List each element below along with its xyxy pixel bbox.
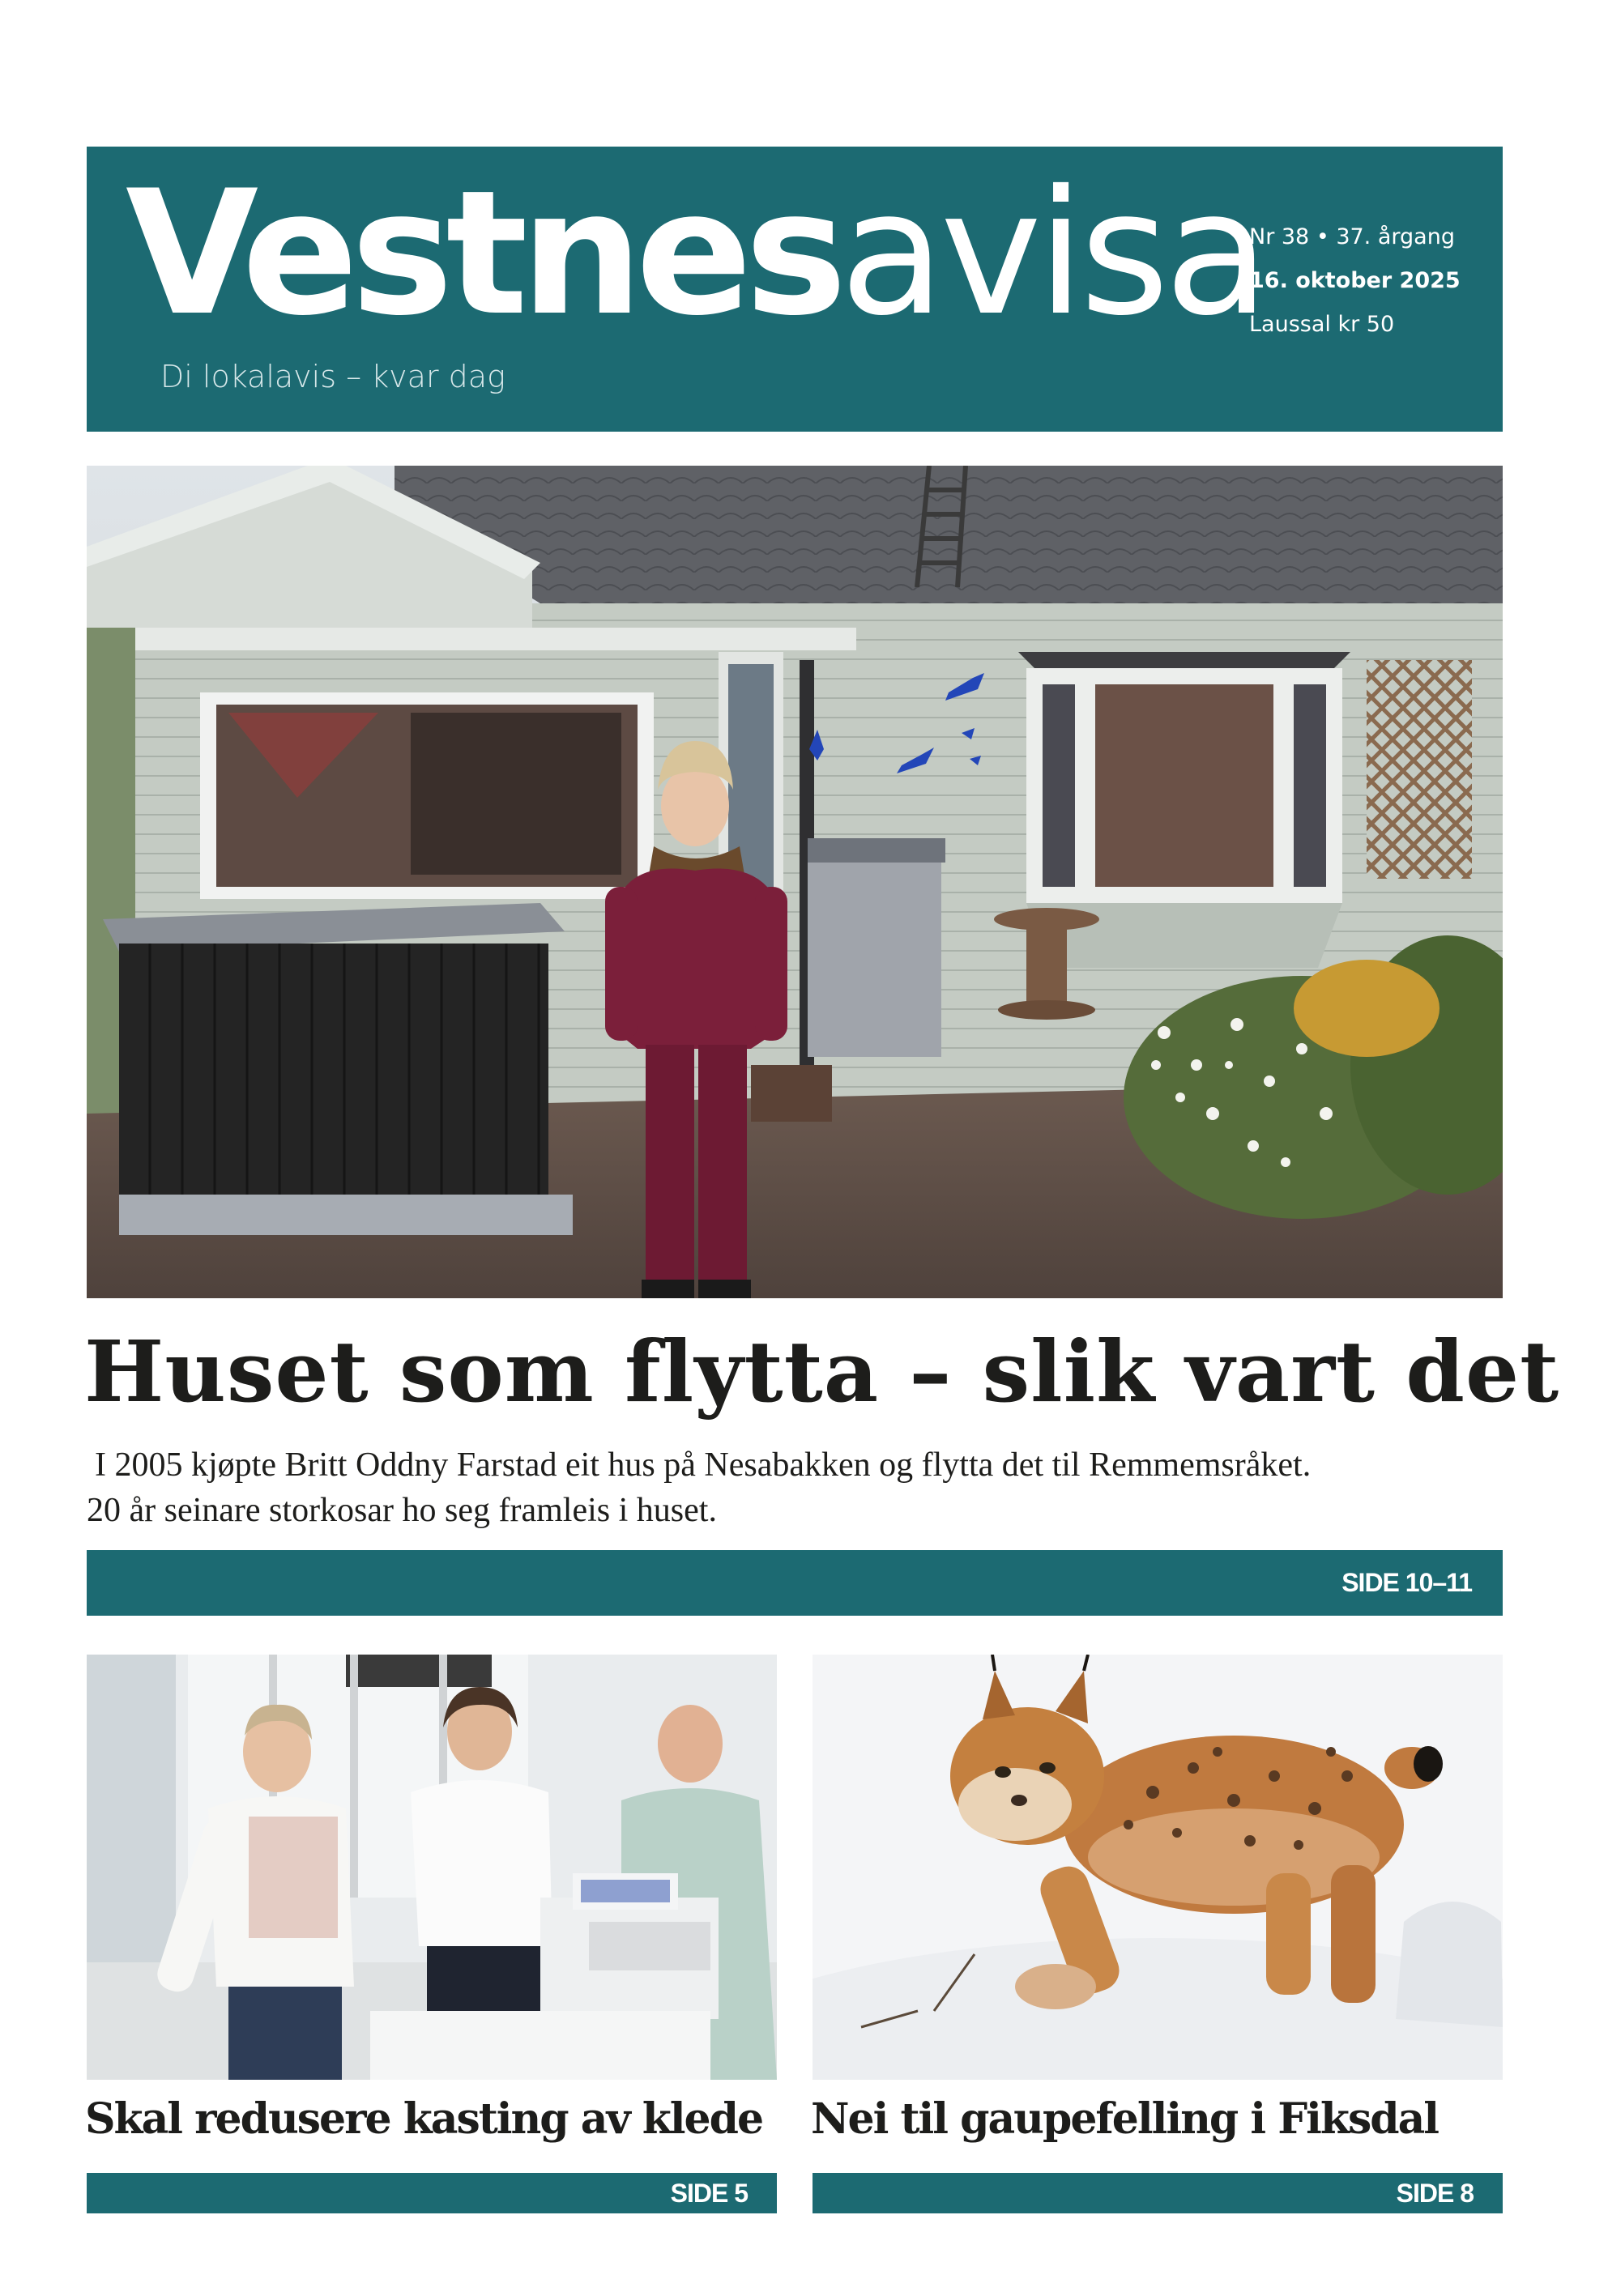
lynx-photo-illustration: [813, 1655, 1503, 2080]
main-story-page-link[interactable]: SIDE 10–11: [87, 1550, 1503, 1616]
newspaper-logo[interactable]: [126, 153, 1265, 353]
left-story-headline[interactable]: Skal redusere kasting av klede: [85, 2094, 763, 2144]
lede-line-2: 20 år seinare storkosar ho seg framleis i huset.: [87, 1492, 717, 1529]
right-story-photo[interactable]: [813, 1655, 1503, 2080]
right-story-page-link[interactable]: SIDE 8: [813, 2173, 1503, 2213]
tagline: Di lokalavis – kvar dag: [160, 359, 505, 394]
masthead: [87, 147, 1503, 432]
sewing-photo-illustration: [87, 1655, 777, 2080]
lede-line-1: I 2005 kjøpte Britt Oddny Farstad eit hus på Nesabakken og flytta det til Remmemsråket.: [95, 1446, 1312, 1484]
left-story-page-link[interactable]: SIDE 5: [87, 2173, 777, 2213]
logo-light-part: avisa: [839, 153, 1265, 353]
house-photo-illustration: [87, 466, 1503, 1298]
issue-date: 16. oktober 2025: [1249, 268, 1461, 293]
issue-number: Nr 38 • 37. årgang: [1249, 224, 1455, 249]
issue-price: Laussal kr 50: [1249, 312, 1395, 337]
right-story-headline[interactable]: Nei til gaupefelling i Fiksdal: [811, 2094, 1439, 2144]
logo-bold-part: Vestnes: [126, 153, 840, 353]
main-headline[interactable]: Huset som flytta – slik vart det: [84, 1322, 1560, 1421]
left-story-photo[interactable]: [87, 1655, 777, 2080]
main-story-lede: [87, 1442, 1512, 1533]
main-story-photo[interactable]: [87, 466, 1503, 1298]
